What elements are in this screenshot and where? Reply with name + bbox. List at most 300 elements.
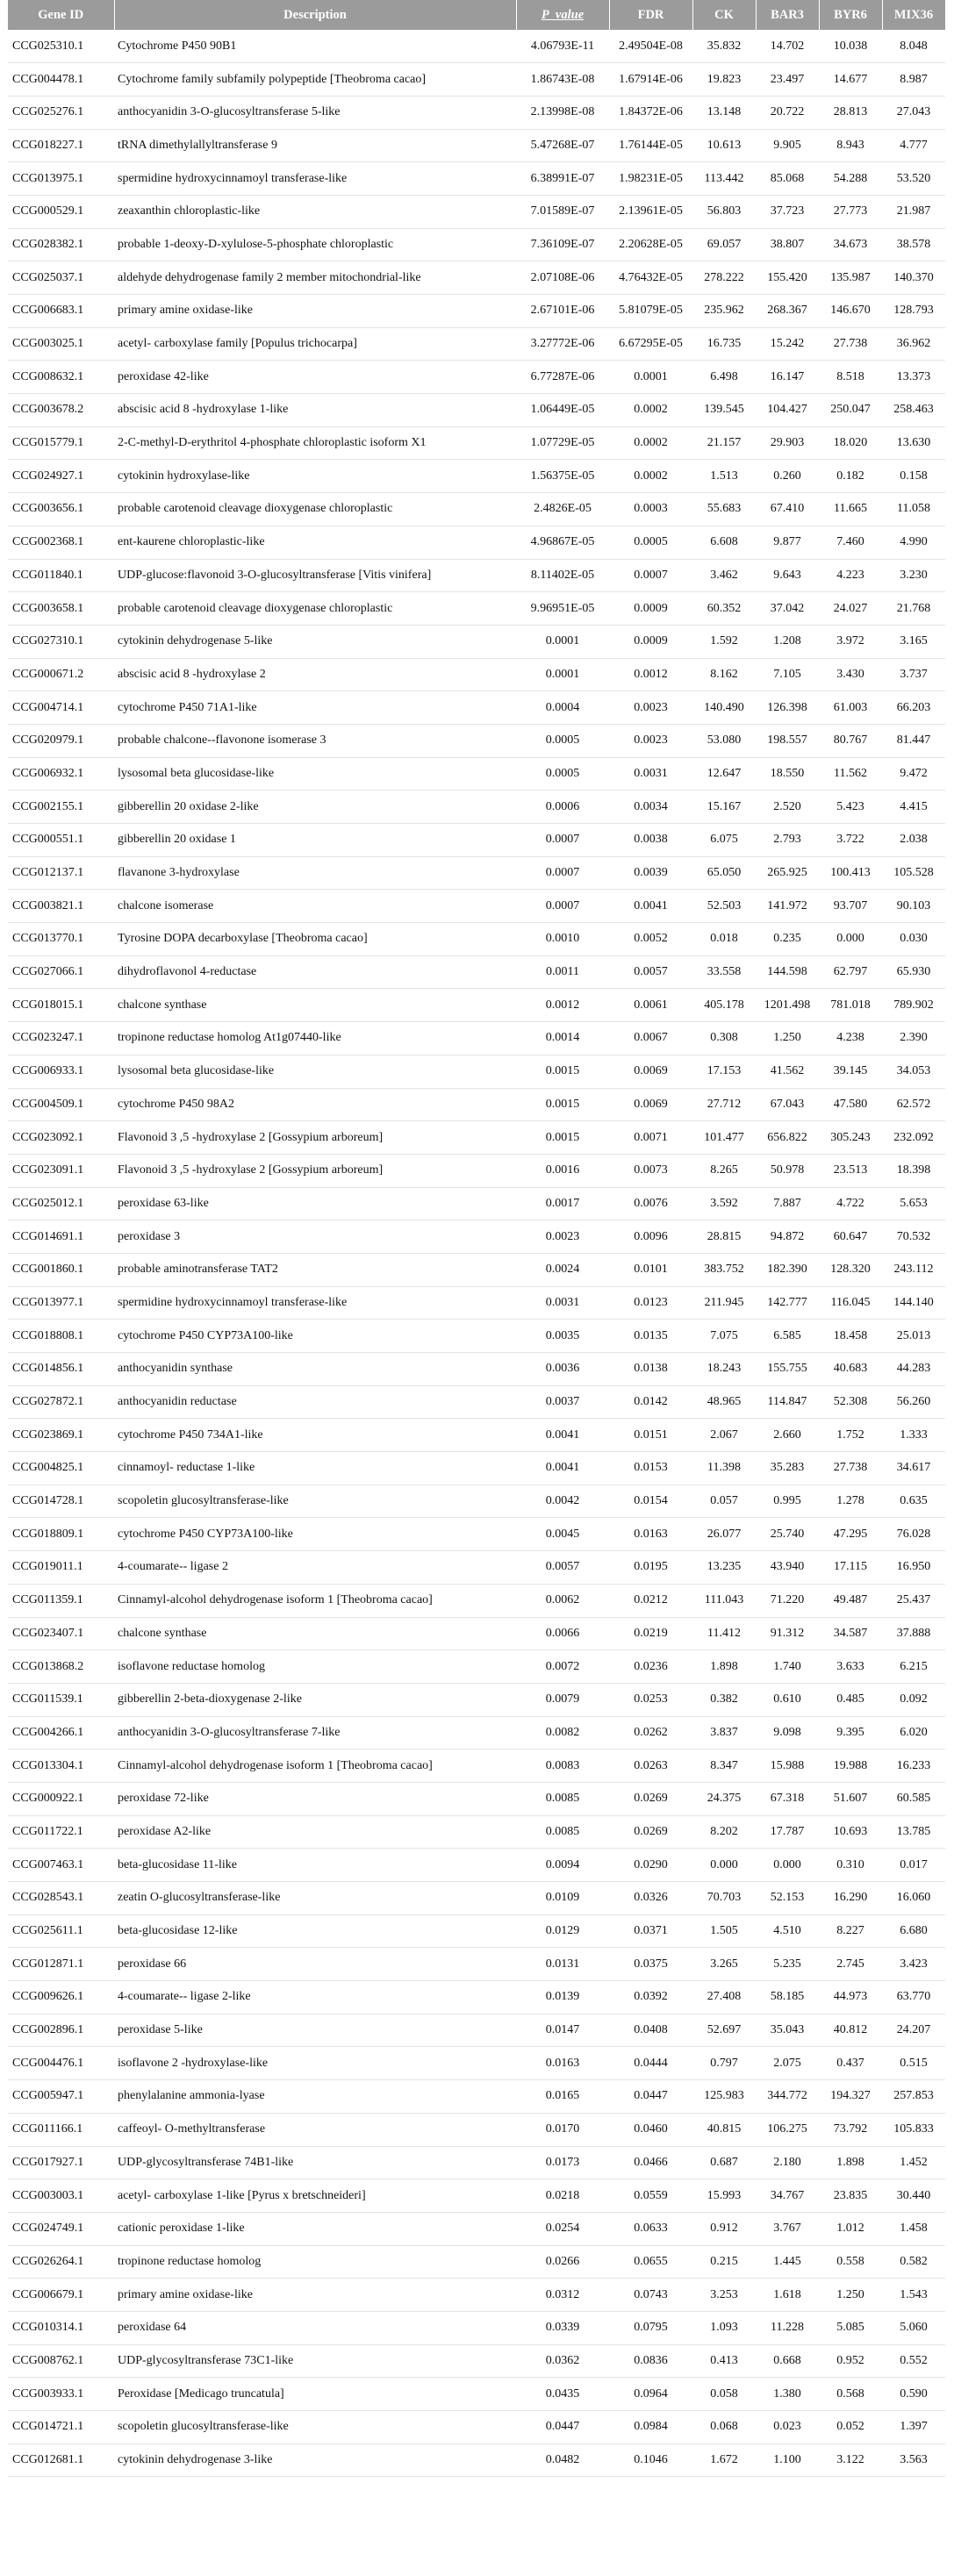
cell-p-value: 0.0007 xyxy=(516,856,609,890)
cell-byr6: 0.182 xyxy=(819,460,882,493)
cell-fdr: 0.0153 xyxy=(609,1452,692,1485)
cell-bar3: 1.380 xyxy=(756,2378,819,2411)
cell-p-value: 0.0094 xyxy=(516,1849,609,1882)
cell-ck: 15.167 xyxy=(692,791,756,824)
cell-fdr: 0.0263 xyxy=(609,1750,692,1783)
cell-p-value: 0.0015 xyxy=(516,1121,609,1155)
header-description: Description xyxy=(114,0,516,30)
cell-description: primary amine oxidase-like xyxy=(114,2279,516,2312)
cell-description: cationic peroxidase 1-like xyxy=(114,2212,516,2245)
cell-fdr: 0.0052 xyxy=(609,923,692,956)
cell-description: ent-kaurene chloroplastic-like xyxy=(114,526,516,559)
cell-description: tRNA dimethylallyltransferase 9 xyxy=(114,129,516,162)
cell-ck: 405.178 xyxy=(692,989,756,1022)
cell-gene-id: CCG009626.1 xyxy=(8,1981,114,2014)
cell-ck: 3.592 xyxy=(692,1187,756,1220)
cell-ck: 235.962 xyxy=(692,295,756,328)
cell-p-value: 2.13998E-08 xyxy=(516,96,609,129)
cell-fdr: 0.0039 xyxy=(609,856,692,890)
cell-gene-id: CCG023407.1 xyxy=(8,1617,114,1650)
cell-description: peroxidase 72-like xyxy=(114,1782,516,1815)
cell-fdr: 2.20628E-05 xyxy=(609,228,692,261)
cell-bar3: 35.043 xyxy=(756,2014,819,2047)
table-row xyxy=(8,195,945,228)
cell-ck: 21.157 xyxy=(692,426,756,460)
table-row xyxy=(8,1617,945,1650)
cell-mix36: 105.528 xyxy=(882,856,945,890)
cell-fdr: 0.0005 xyxy=(609,526,692,559)
cell-p-value: 0.0037 xyxy=(516,1385,609,1419)
cell-fdr: 0.0253 xyxy=(609,1683,692,1716)
cell-mix36: 6.215 xyxy=(882,1650,945,1684)
cell-description: Cytochrome family subfamily polypeptide [Theobroma cacao] xyxy=(114,63,516,97)
cell-bar3: 7.105 xyxy=(756,658,819,691)
cell-fdr: 0.0003 xyxy=(609,493,692,526)
cell-description: anthocyanidin reductase xyxy=(114,1385,516,1419)
cell-description: cytochrome P450 98A2 xyxy=(114,1088,516,1121)
cell-description: UDP-glycosyltransferase 74B1-like xyxy=(114,2146,516,2179)
cell-fdr: 0.0984 xyxy=(609,2411,692,2444)
cell-mix36: 243.112 xyxy=(882,1253,945,1286)
cell-bar3: 16.147 xyxy=(756,361,819,394)
cell-description: phenylalanine ammonia-lyase xyxy=(114,2080,516,2114)
cell-p-value: 0.0014 xyxy=(516,1022,609,1055)
cell-ck: 12.647 xyxy=(692,757,756,791)
cell-description: isoflavone reductase homolog xyxy=(114,1650,516,1684)
cell-fdr: 2.49504E-08 xyxy=(609,30,692,63)
cell-mix36: 1.452 xyxy=(882,2146,945,2179)
cell-byr6: 1.278 xyxy=(819,1485,882,1518)
cell-p-value: 0.0011 xyxy=(516,955,609,989)
cell-mix36: 5.653 xyxy=(882,1187,945,1220)
cell-p-value: 0.0447 xyxy=(516,2411,609,2444)
cell-p-value: 4.96867E-05 xyxy=(516,526,609,559)
cell-byr6: 3.633 xyxy=(819,1650,882,1684)
cell-bar3: 34.767 xyxy=(756,2179,819,2213)
cell-p-value: 0.0012 xyxy=(516,989,609,1022)
cell-mix36: 37.888 xyxy=(882,1617,945,1650)
cell-p-value: 0.0362 xyxy=(516,2344,609,2378)
cell-description: tropinone reductase homolog At1g07440-like xyxy=(114,1022,516,1055)
cell-gene-id: CCG028382.1 xyxy=(8,228,114,261)
cell-description: probable carotenoid cleavage dioxygenase chloroplastic xyxy=(114,592,516,626)
cell-p-value: 1.07729E-05 xyxy=(516,426,609,460)
cell-gene-id: CCG023092.1 xyxy=(8,1121,114,1155)
cell-description: Cinnamyl-alcohol dehydrogenase isoform 1 [Theobroma cacao] xyxy=(114,1584,516,1617)
cell-mix36: 76.028 xyxy=(882,1518,945,1551)
cell-p-value: 0.0109 xyxy=(516,1882,609,1915)
cell-fdr: 1.67914E-06 xyxy=(609,63,692,97)
cell-gene-id: CCG006933.1 xyxy=(8,1055,114,1088)
cell-fdr: 0.0655 xyxy=(609,2245,692,2279)
cell-bar3: 155.755 xyxy=(756,1353,819,1386)
cell-description: cytokinin dehydrogenase 3-like xyxy=(114,2444,516,2477)
cell-bar3: 155.420 xyxy=(756,261,819,295)
cell-description: peroxidase 66 xyxy=(114,1948,516,1981)
table-row xyxy=(8,724,945,757)
header-ck: CK xyxy=(692,0,756,30)
cell-fdr: 0.0795 xyxy=(609,2311,692,2344)
cell-bar3: 58.185 xyxy=(756,1981,819,2014)
cell-description: spermidine hydroxycinnamoyl transferase-like xyxy=(114,1286,516,1320)
cell-bar3: 656.822 xyxy=(756,1121,819,1155)
cell-gene-id: CCG003658.1 xyxy=(8,592,114,626)
cell-mix36: 5.060 xyxy=(882,2311,945,2344)
cell-mix36: 4.777 xyxy=(882,129,945,162)
table-row xyxy=(8,2378,945,2411)
cell-gene-id: CCG012871.1 xyxy=(8,1948,114,1981)
cell-description: cinnamoyl- reductase 1-like xyxy=(114,1452,516,1485)
cell-byr6: 0.952 xyxy=(819,2344,882,2378)
cell-ck: 8.202 xyxy=(692,1815,756,1849)
cell-fdr: 0.0069 xyxy=(609,1088,692,1121)
cell-byr6: 18.020 xyxy=(819,426,882,460)
cell-gene-id: CCG023247.1 xyxy=(8,1022,114,1055)
table-row xyxy=(8,1353,945,1386)
header-p-value: P_value xyxy=(516,0,609,30)
cell-mix36: 16.233 xyxy=(882,1750,945,1783)
cell-mix36: 1.333 xyxy=(882,1419,945,1452)
cell-description: scopoletin glucosyltransferase-like xyxy=(114,2411,516,2444)
cell-fdr: 0.0096 xyxy=(609,1220,692,1254)
cell-p-value: 0.0170 xyxy=(516,2113,609,2146)
cell-description: Tyrosine DOPA decarboxylase [Theobroma cacao] xyxy=(114,923,516,956)
cell-mix36: 16.060 xyxy=(882,1882,945,1915)
cell-mix36: 0.590 xyxy=(882,2378,945,2411)
cell-p-value: 1.86743E-08 xyxy=(516,63,609,97)
cell-description: dihydroflavonol 4-reductase xyxy=(114,955,516,989)
cell-fdr: 0.0466 xyxy=(609,2146,692,2179)
cell-fdr: 0.0031 xyxy=(609,757,692,791)
cell-ck: 13.235 xyxy=(692,1551,756,1585)
table-row xyxy=(8,1981,945,2014)
cell-byr6: 0.558 xyxy=(819,2245,882,2279)
cell-description: probable chalcone--flavonone isomerase 3 xyxy=(114,724,516,757)
cell-gene-id: CCG018808.1 xyxy=(8,1320,114,1353)
cell-byr6: 54.288 xyxy=(819,162,882,196)
cell-p-value: 0.0139 xyxy=(516,1981,609,2014)
cell-gene-id: CCG003025.1 xyxy=(8,327,114,361)
cell-bar3: 52.153 xyxy=(756,1882,819,1915)
cell-p-value: 0.0339 xyxy=(516,2311,609,2344)
cell-gene-id: CCG011539.1 xyxy=(8,1683,114,1716)
cell-description: gibberellin 2-beta-dioxygenase 2-like xyxy=(114,1683,516,1716)
cell-gene-id: CCG011840.1 xyxy=(8,559,114,592)
table-row xyxy=(8,1253,945,1286)
cell-description: probable aminotransferase TAT2 xyxy=(114,1253,516,1286)
cell-ck: 33.558 xyxy=(692,955,756,989)
cell-byr6: 14.677 xyxy=(819,63,882,97)
cell-ck: 383.752 xyxy=(692,1253,756,1286)
table-row xyxy=(8,327,945,361)
cell-mix36: 63.770 xyxy=(882,1981,945,2014)
cell-mix36: 21.987 xyxy=(882,195,945,228)
cell-fdr: 0.0559 xyxy=(609,2179,692,2213)
cell-ck: 1.093 xyxy=(692,2311,756,2344)
table-row xyxy=(8,856,945,890)
cell-description: Peroxidase [Medicago truncatula] xyxy=(114,2378,516,2411)
cell-byr6: 3.972 xyxy=(819,625,882,658)
cell-bar3: 0.260 xyxy=(756,460,819,493)
cell-fdr: 0.0269 xyxy=(609,1782,692,1815)
cell-ck: 24.375 xyxy=(692,1782,756,1815)
table-row xyxy=(8,1683,945,1716)
cell-fdr: 0.0061 xyxy=(609,989,692,1022)
cell-fdr: 0.0444 xyxy=(609,2047,692,2080)
cell-mix36: 25.437 xyxy=(882,1584,945,1617)
cell-bar3: 37.723 xyxy=(756,195,819,228)
cell-fdr: 0.0195 xyxy=(609,1551,692,1585)
cell-byr6: 100.413 xyxy=(819,856,882,890)
cell-fdr: 0.0023 xyxy=(609,691,692,725)
cell-byr6: 27.773 xyxy=(819,195,882,228)
cell-p-value: 0.0129 xyxy=(516,1914,609,1948)
cell-p-value: 2.07108E-06 xyxy=(516,261,609,295)
cell-fdr: 0.0135 xyxy=(609,1320,692,1353)
cell-p-value: 0.0165 xyxy=(516,2080,609,2114)
cell-bar3: 9.877 xyxy=(756,526,819,559)
cell-description: peroxidase 63-like xyxy=(114,1187,516,1220)
cell-gene-id: CCG004478.1 xyxy=(8,63,114,97)
cell-ck: 8.265 xyxy=(692,1154,756,1187)
cell-ck: 0.382 xyxy=(692,1683,756,1716)
cell-byr6: 128.320 xyxy=(819,1253,882,1286)
cell-p-value: 0.0017 xyxy=(516,1187,609,1220)
cell-byr6: 34.587 xyxy=(819,1617,882,1650)
table-row xyxy=(8,1121,945,1155)
cell-mix36: 13.630 xyxy=(882,426,945,460)
cell-description: Cinnamyl-alcohol dehydrogenase isoform 1 [Theobroma cacao] xyxy=(114,1750,516,1783)
cell-fdr: 1.76144E-05 xyxy=(609,129,692,162)
cell-ck: 19.823 xyxy=(692,63,756,97)
cell-bar3: 1.445 xyxy=(756,2245,819,2279)
cell-fdr: 0.0269 xyxy=(609,1815,692,1849)
cell-description: primary amine oxidase-like xyxy=(114,295,516,328)
cell-byr6: 23.835 xyxy=(819,2179,882,2213)
table-row xyxy=(8,1914,945,1948)
table-row xyxy=(8,1551,945,1585)
cell-p-value: 0.0072 xyxy=(516,1650,609,1684)
cell-byr6: 60.647 xyxy=(819,1220,882,1254)
cell-p-value: 1.06449E-05 xyxy=(516,394,609,427)
cell-mix36: 232.092 xyxy=(882,1121,945,1155)
cell-gene-id: CCG027066.1 xyxy=(8,955,114,989)
cell-description: gibberellin 20 oxidase 1 xyxy=(114,824,516,857)
cell-gene-id: CCG023869.1 xyxy=(8,1419,114,1452)
cell-description: peroxidase 42-like xyxy=(114,361,516,394)
cell-fdr: 4.76432E-05 xyxy=(609,261,692,295)
cell-mix36: 3.563 xyxy=(882,2444,945,2477)
cell-fdr: 0.0375 xyxy=(609,1948,692,1981)
table-row xyxy=(8,1650,945,1684)
cell-fdr: 0.0163 xyxy=(609,1518,692,1551)
table-row xyxy=(8,559,945,592)
table-row xyxy=(8,1948,945,1981)
cell-gene-id: CCG013868.2 xyxy=(8,1650,114,1684)
cell-mix36: 3.165 xyxy=(882,625,945,658)
cell-byr6: 47.580 xyxy=(819,1088,882,1121)
cell-bar3: 198.557 xyxy=(756,724,819,757)
cell-mix36: 21.768 xyxy=(882,592,945,626)
cell-ck: 2.067 xyxy=(692,1419,756,1452)
cell-description: anthocyanidin 3-O-glucosyltransferase 5-like xyxy=(114,96,516,129)
cell-bar3: 23.497 xyxy=(756,63,819,97)
cell-description: chalcone synthase xyxy=(114,1617,516,1650)
cell-gene-id: CCG003933.1 xyxy=(8,2378,114,2411)
table-row xyxy=(8,955,945,989)
cell-p-value: 0.0085 xyxy=(516,1782,609,1815)
table-row xyxy=(8,361,945,394)
cell-description: UDP-glycosyltransferase 73C1-like xyxy=(114,2344,516,2378)
cell-bar3: 15.988 xyxy=(756,1750,819,1783)
cell-byr6: 11.665 xyxy=(819,493,882,526)
cell-gene-id: CCG011359.1 xyxy=(8,1584,114,1617)
table-row xyxy=(8,2113,945,2146)
cell-mix36: 258.463 xyxy=(882,394,945,427)
cell-byr6: 9.395 xyxy=(819,1716,882,1750)
cell-ck: 10.613 xyxy=(692,129,756,162)
cell-mix36: 0.030 xyxy=(882,923,945,956)
cell-p-value: 8.11402E-05 xyxy=(516,559,609,592)
cell-byr6: 7.460 xyxy=(819,526,882,559)
cell-mix36: 0.582 xyxy=(882,2245,945,2279)
cell-ck: 1.513 xyxy=(692,460,756,493)
cell-description: lysosomal beta glucosidase-like xyxy=(114,1055,516,1088)
cell-p-value: 0.0254 xyxy=(516,2212,609,2245)
cell-p-value: 0.0004 xyxy=(516,691,609,725)
cell-description: caffeoyl- O-methyltransferase xyxy=(114,2113,516,2146)
cell-ck: 6.498 xyxy=(692,361,756,394)
cell-fdr: 0.0447 xyxy=(609,2080,692,2114)
cell-description: probable carotenoid cleavage dioxygenase chloroplastic xyxy=(114,493,516,526)
cell-p-value: 0.0036 xyxy=(516,1353,609,1386)
cell-mix36: 30.440 xyxy=(882,2179,945,2213)
cell-mix36: 0.515 xyxy=(882,2047,945,2080)
cell-mix36: 2.390 xyxy=(882,1022,945,1055)
cell-mix36: 60.585 xyxy=(882,1782,945,1815)
cell-description: gibberellin 20 oxidase 2-like xyxy=(114,791,516,824)
cell-fdr: 0.0071 xyxy=(609,1121,692,1155)
cell-bar3: 9.643 xyxy=(756,559,819,592)
cell-gene-id: CCG014856.1 xyxy=(8,1353,114,1386)
cell-ck: 0.215 xyxy=(692,2245,756,2279)
cell-ck: 56.803 xyxy=(692,195,756,228)
cell-description: scopoletin glucosyltransferase-like xyxy=(114,1485,516,1518)
cell-fdr: 0.0154 xyxy=(609,1485,692,1518)
cell-fdr: 0.0212 xyxy=(609,1584,692,1617)
cell-mix36: 38.578 xyxy=(882,228,945,261)
cell-byr6: 781.018 xyxy=(819,989,882,1022)
cell-bar3: 1.250 xyxy=(756,1022,819,1055)
cell-mix36: 1.458 xyxy=(882,2212,945,2245)
cell-gene-id: CCG026264.1 xyxy=(8,2245,114,2279)
cell-byr6: 194.327 xyxy=(819,2080,882,2114)
table-body xyxy=(8,30,945,2477)
cell-bar3: 29.903 xyxy=(756,426,819,460)
cell-description: probable 1-deoxy-D-xylulose-5-phosphate chloroplastic xyxy=(114,228,516,261)
cell-p-value: 0.0005 xyxy=(516,757,609,791)
table-row xyxy=(8,1485,945,1518)
cell-mix36: 4.415 xyxy=(882,791,945,824)
cell-fdr: 0.0038 xyxy=(609,824,692,857)
table-row xyxy=(8,1286,945,1320)
cell-gene-id: CCG028543.1 xyxy=(8,1882,114,1915)
cell-gene-id: CCG001860.1 xyxy=(8,1253,114,1286)
table-row xyxy=(8,1022,945,1055)
cell-fdr: 0.0123 xyxy=(609,1286,692,1320)
cell-bar3: 9.905 xyxy=(756,129,819,162)
cell-fdr: 0.0633 xyxy=(609,2212,692,2245)
table-row xyxy=(8,923,945,956)
table-row xyxy=(8,261,945,295)
cell-gene-id: CCG014721.1 xyxy=(8,2411,114,2444)
cell-p-value: 9.96951E-05 xyxy=(516,592,609,626)
table-row xyxy=(8,757,945,791)
cell-mix36: 36.962 xyxy=(882,327,945,361)
cell-description: isoflavone 2 -hydroxylase-like xyxy=(114,2047,516,2080)
cell-fdr: 0.0371 xyxy=(609,1914,692,1948)
cell-bar3: 1.618 xyxy=(756,2279,819,2312)
cell-bar3: 142.777 xyxy=(756,1286,819,1320)
cell-gene-id: CCG013977.1 xyxy=(8,1286,114,1320)
cell-mix36: 13.373 xyxy=(882,361,945,394)
cell-gene-id: CCG025012.1 xyxy=(8,1187,114,1220)
header-mix36: MIX36 xyxy=(882,0,945,30)
table-row xyxy=(8,625,945,658)
cell-p-value: 0.0042 xyxy=(516,1485,609,1518)
cell-ck: 70.703 xyxy=(692,1882,756,1915)
cell-byr6: 8.227 xyxy=(819,1914,882,1948)
cell-bar3: 67.410 xyxy=(756,493,819,526)
cell-description: peroxidase 64 xyxy=(114,2311,516,2344)
cell-bar3: 0.000 xyxy=(756,1849,819,1882)
cell-byr6: 40.812 xyxy=(819,2014,882,2047)
cell-description: anthocyanidin 3-O-glucosyltransferase 7-like xyxy=(114,1716,516,1750)
cell-bar3: 2.660 xyxy=(756,1419,819,1452)
cell-p-value: 2.4826E-05 xyxy=(516,493,609,526)
cell-gene-id: CCG027872.1 xyxy=(8,1385,114,1419)
cell-bar3: 67.043 xyxy=(756,1088,819,1121)
table-row xyxy=(8,162,945,196)
table-row xyxy=(8,2146,945,2179)
table-row xyxy=(8,1452,945,1485)
cell-bar3: 35.283 xyxy=(756,1452,819,1485)
cell-p-value: 0.0163 xyxy=(516,2047,609,2080)
cell-p-value: 0.0131 xyxy=(516,1948,609,1981)
table-row xyxy=(8,2411,945,2444)
cell-fdr: 0.0408 xyxy=(609,2014,692,2047)
header-gene-id: Gene ID xyxy=(8,0,114,30)
table-row xyxy=(8,658,945,691)
cell-gene-id: CCG003656.1 xyxy=(8,493,114,526)
cell-fdr: 1.84372E-06 xyxy=(609,96,692,129)
cell-byr6: 8.518 xyxy=(819,361,882,394)
cell-p-value: 0.0007 xyxy=(516,824,609,857)
table-row xyxy=(8,2014,945,2047)
cell-byr6: 0.485 xyxy=(819,1683,882,1716)
cell-gene-id: CCG004476.1 xyxy=(8,2047,114,2080)
cell-p-value: 0.0015 xyxy=(516,1088,609,1121)
table-row xyxy=(8,1419,945,1452)
cell-bar3: 2.793 xyxy=(756,824,819,857)
cell-mix36: 8.987 xyxy=(882,63,945,97)
table-row xyxy=(8,989,945,1022)
table-row xyxy=(8,2047,945,2080)
cell-ck: 1.592 xyxy=(692,625,756,658)
cell-gene-id: CCG010314.1 xyxy=(8,2311,114,2344)
cell-description: tropinone reductase homolog xyxy=(114,2245,516,2279)
cell-description: 4-coumarate-- ligase 2 xyxy=(114,1551,516,1585)
